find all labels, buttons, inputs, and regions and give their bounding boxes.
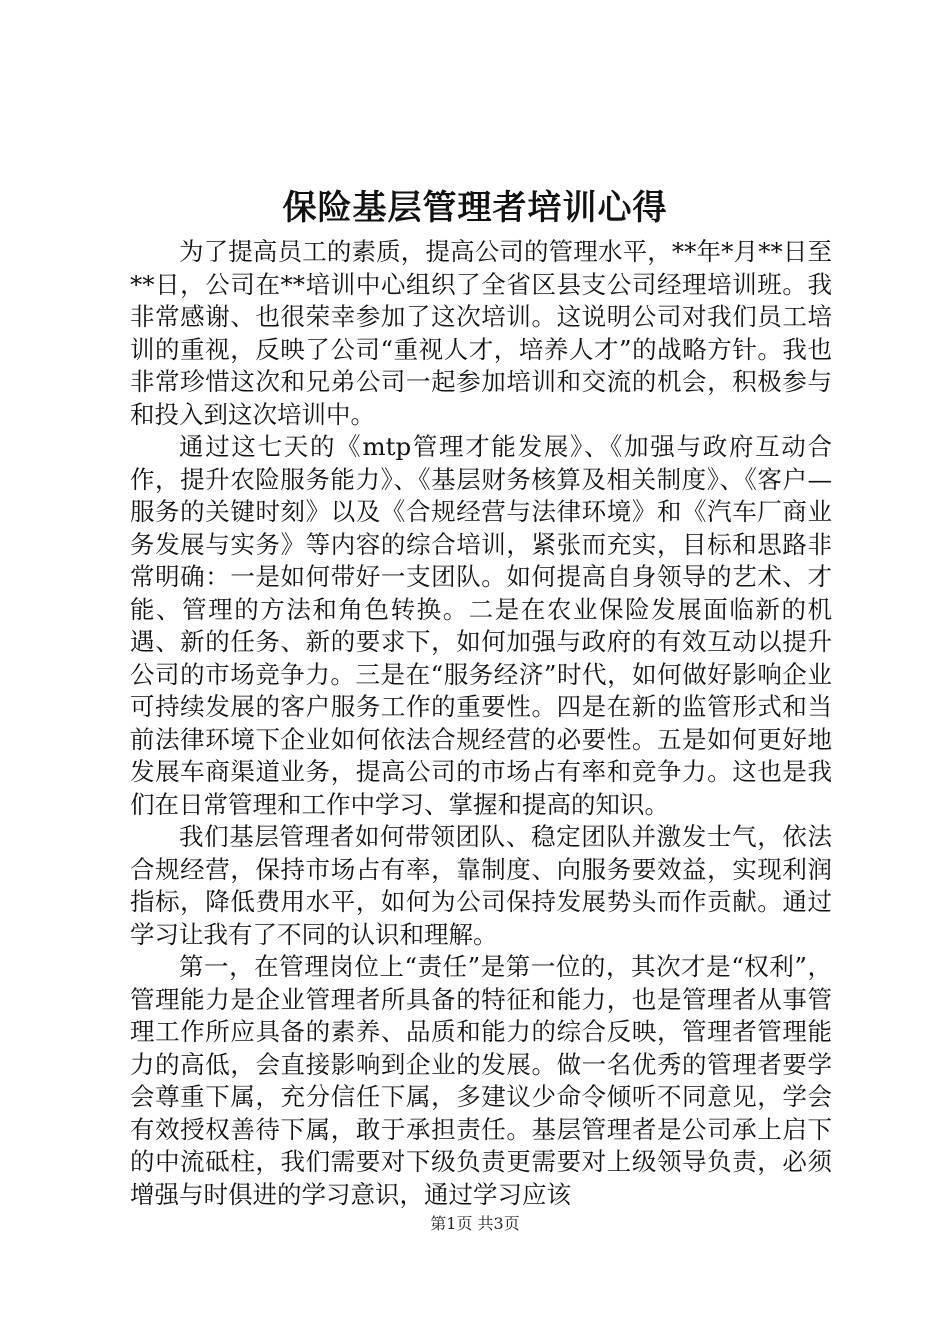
page-number-footer: 第1页 共3页 <box>430 1214 520 1233</box>
document-title: 保险基层管理者培训心得 <box>282 188 668 228</box>
paragraph-1: 为了提高员工的素质，提高公司的管理水平，**年*月**日至**日，公司在**培训中心组织了全省区县支公司经理培训班。我非常感谢、也很荣幸参加了这次培训。这说明公司对我们员工培训的重视，反映了公司“重视人才，培养人才”的战略方针。我也非常珍惜这次和兄弟公司一起参加培训和交流的机会，积极参与和投入到这次培训中。 <box>130 237 832 429</box>
paragraph-3: 我们基层管理者如何带领团队、稳定团队并激发士气，依法合规经营，保持市场占有率，靠制度、向服务要效益，实现利润指标，降低费用水平，如何为公司保持发展势头而作贡献。通过学习让我有了不同的认识和理解。 <box>130 822 832 949</box>
paragraph-4: 第一，在管理岗位上“责任”是第一位的，其次才是“权利”，管理能力是企业管理者所具备的特征和能力，也是管理者从事管理工作所应具备的素养、品质和能力的综合反映，管理者管理能力的高低，会直接影响到企业的发展。做一名优秀的管理者要学会尊重下属，充分信任下属，多建议少命令倾听不同意见，学会有效授权善待下属，敢于承担责任。基层管理者是公司承上启下的中流砥柱，我们需要对下级负责更需要对上级领导负责，必须增强与时俱进的学习意识，通过学习应该 <box>130 952 832 1209</box>
document-body <box>130 236 832 1211</box>
paragraph-2: 通过这七天的《mtp管理才能发展》、《加强与政府互动合作，提升农险服务能力》、《基层财务核算及相关制度》、《客户—服务的关键时刻》以及《合规经营与法律环境》和《汽车厂商业务发展与实务》等内容的综合培训，紧张而充实，目标和思路非常明确：一是如何带好一支团队。如何提高自身领导的艺术、才能、管理的方法和角色转换。二是在农业保险发展面临新的机遇、新的任务、新的要求下，如何加强与政府的有效互动以提升公司的市场竞争力。三是在“服务经济”时代，如何做好影响企业可持续发展的客户服务工作的重要性。四是在新的监管形式和当前法律环境下企业如何依法合规经营的必要性。五是如何更好地发展车商渠道业务，提高公司的市场占有率和竞争力。这也是我们在日常管理和工作中学习、掌握和提高的知识。 <box>130 432 832 819</box>
